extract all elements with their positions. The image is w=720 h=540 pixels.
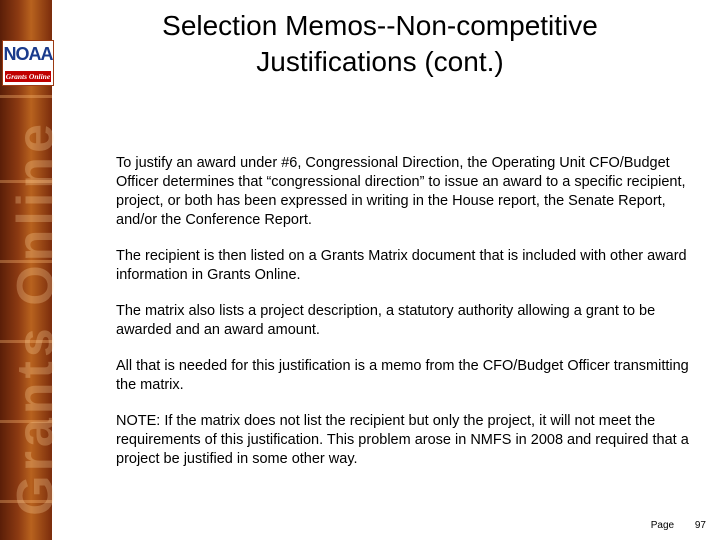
- page-footer: [633, 520, 706, 531]
- paragraph-matrix-contents: The matrix also lists a project description, a statutory authority allowing a grant to be awarded and an award amount.: [116, 303, 656, 338]
- page-number: 97: [694, 520, 706, 531]
- noaa-grants-online-logo: [2, 40, 54, 86]
- sidebar-watermark: Grants Online: [7, 120, 65, 516]
- paragraph-congressional-direction: To justify an award under #6, Congressional Direction, the Operating Unit CFO/Budget Officer determines that “congressional direction” to issue an award to a specific recipient, project, or both has been expressed in writing in the House report, the Senate Report, and/or the Conference Report.: [116, 155, 686, 228]
- paragraph-note: NOTE: If the matrix does not list the recipient but only the project, it will not meet the requirements of this justification. This problem arose in NMFS in 2008 and required that a project be justified in some other way.: [116, 413, 689, 467]
- paragraph-memo-needed: All that is needed for this justification is a memo from the CFO/Budget Officer transmitting the matrix.: [116, 358, 689, 393]
- paragraph-grants-matrix: The recipient is then listed on a Grants Matrix document that is included with other award information in Grants Online.: [116, 248, 687, 283]
- logo-tagline: Grants Online: [5, 72, 51, 81]
- title-line-1: Selection Memos--Non-competitive: [162, 10, 598, 41]
- title-line-2: Justifications (cont.): [256, 46, 504, 77]
- page-label: Page: [650, 520, 675, 531]
- slide-title: [120, 8, 640, 80]
- logo-noaa-text: NOAA: [3, 44, 53, 64]
- slide-body: [116, 154, 696, 486]
